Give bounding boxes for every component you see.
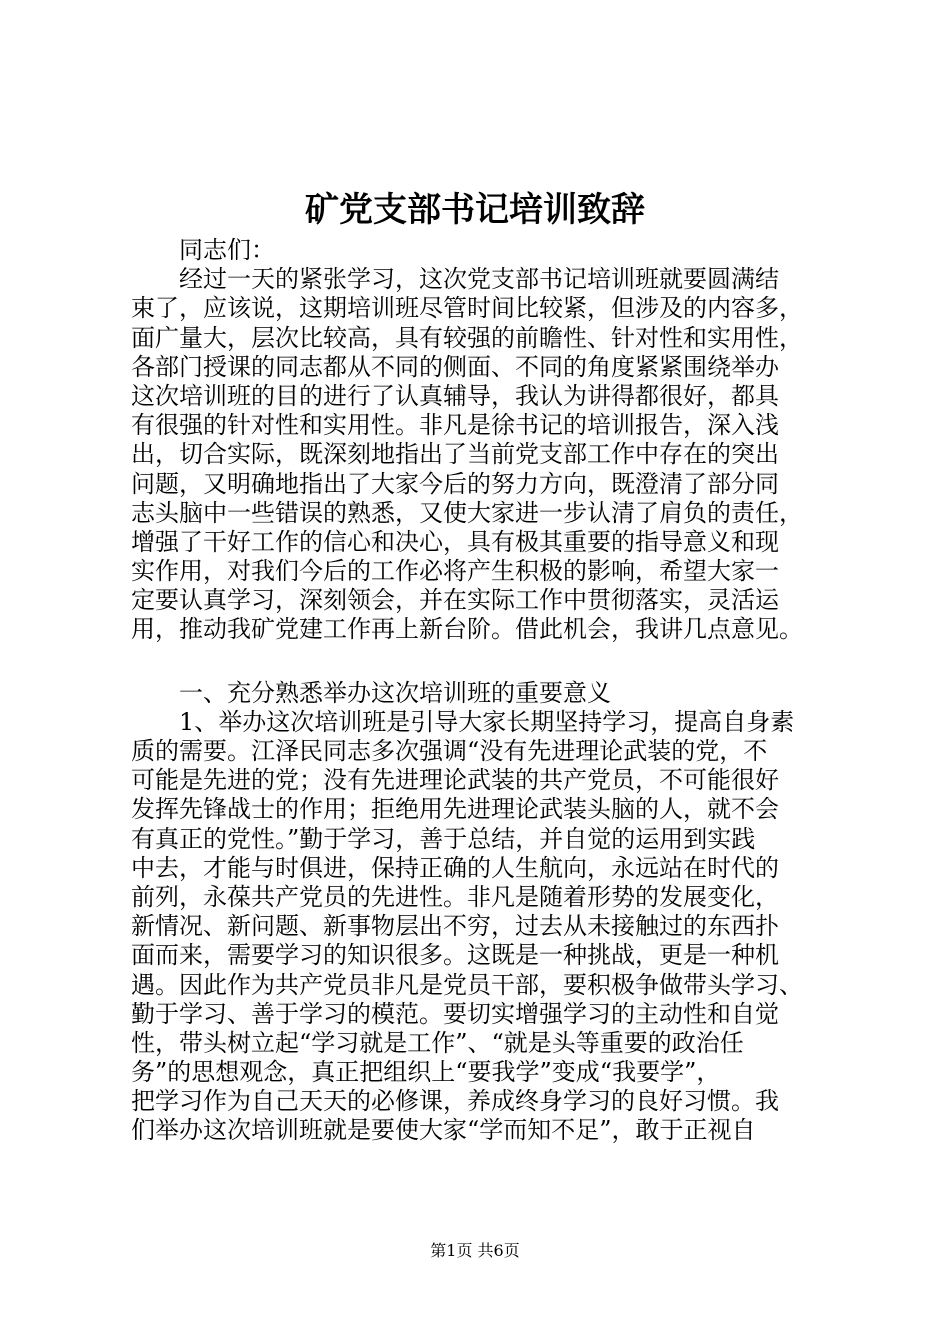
paragraph-line: 这次培训班的目的进行了认真辅导，我认为讲得都很好，都具 [131, 381, 779, 410]
paragraph-2 [131, 708, 831, 1146]
paragraph-line: 勤于学习、善于学习的模范。要切实增强学习的主动性和自觉 [131, 999, 779, 1028]
paragraph-line: 实作用，对我们今后的工作必将产生积极的影响，希望大家一 [131, 557, 779, 586]
paragraph-spacer [131, 645, 831, 679]
paragraph-line: 质的需要。江泽民同志多次强调“没有先进理论武装的党，不 [131, 737, 768, 765]
paragraph-line: 有很强的针对性和实用性。非凡是徐书记的培训报告，深入浅 [131, 411, 779, 440]
paragraph-line: 问题，又明确地指出了大家今后的努力方向，既澄清了部分同 [131, 469, 779, 498]
paragraph-line: 面广量大，层次比较高，具有较强的前瞻性、针对性和实用性， [131, 323, 803, 352]
document-body [131, 236, 831, 1146]
page-number-footer: 第1页 共6页 [430, 1241, 520, 1260]
paragraph-line: 有真正的党性。”勤于学习，善于总结，并自觉的运用到实践 [131, 824, 756, 853]
paragraph-line: 面而来，需要学习的知识很多。这既是一种挑战，更是一种机 [131, 941, 779, 970]
paragraph-line: 把学习作为自己天天的必修课，养成终身学习的良好习惯。我 [131, 1087, 779, 1116]
paragraph-line: 经过一天的紧张学习，这次党支部书记培训班就要圆满结 [179, 265, 779, 294]
document-title: 矿党支部书记培训致辞 [305, 190, 645, 230]
paragraph-line: 增强了干好工作的信心和决心，具有极其重要的指导意义和现 [131, 527, 779, 556]
paragraph-line: 前列，永葆共产党员的先进性。非凡是随着形势的发展变化， [131, 882, 779, 911]
greeting: 同志们： [179, 236, 275, 264]
paragraph-1 [131, 265, 831, 644]
paragraph-line: 用，推动我矿党建工作再上新台阶。借此机会，我讲几点意见。 [131, 615, 803, 644]
paragraph-line: 务”的思想观念，真正把组织上“要我学”变成“我要学”， [131, 1058, 721, 1087]
paragraph-line: 新情况、新问题、新事物层出不穷，过去从未接触过的东西扑 [131, 912, 779, 941]
paragraph-line: 遇。因此作为共产党员非凡是党员干部，要积极争做带头学习、 [131, 970, 803, 999]
paragraph-line: 性，带头树立起“学习就是工作”、“就是头等重要的政治任 [131, 1028, 744, 1057]
paragraph-line: 定要认真学习，深刻领会，并在实际工作中贯彻落实，灵活运 [131, 586, 779, 615]
paragraph-line: 们举办这次培训班就是要使大家“学而知不足”，敢于正视自 [131, 1116, 756, 1145]
paragraph-line: 中去，才能与时俱进，保持正确的人生航向，永远站在时代的 [131, 853, 779, 882]
paragraph-line: 各部门授课的同志都从不同的侧面、不同的角度紧紧围绕举办 [131, 352, 779, 381]
paragraph-line: 1、举办这次培训班是引导大家长期坚持学习，提高自身素 [179, 707, 795, 736]
section-heading: 一、充分熟悉举办这次培训班的重要意义 [179, 678, 611, 707]
paragraph-line: 发挥先锋战士的作用；拒绝用先进理论武装头脑的人，就不会 [131, 795, 779, 824]
paragraph-line: 志头脑中一些错误的熟悉，又使大家进一步认清了肩负的责任， [131, 498, 803, 527]
paragraph-line: 可能是先进的党；没有先进理论武装的共产党员，不可能很好 [131, 766, 779, 795]
paragraph-line: 出，切合实际，既深刻地指出了当前党支部工作中存在的突出 [131, 440, 779, 469]
paragraph-line: 束了，应该说，这期培训班尽管时间比较紧，但涉及的内容多， [131, 294, 803, 323]
